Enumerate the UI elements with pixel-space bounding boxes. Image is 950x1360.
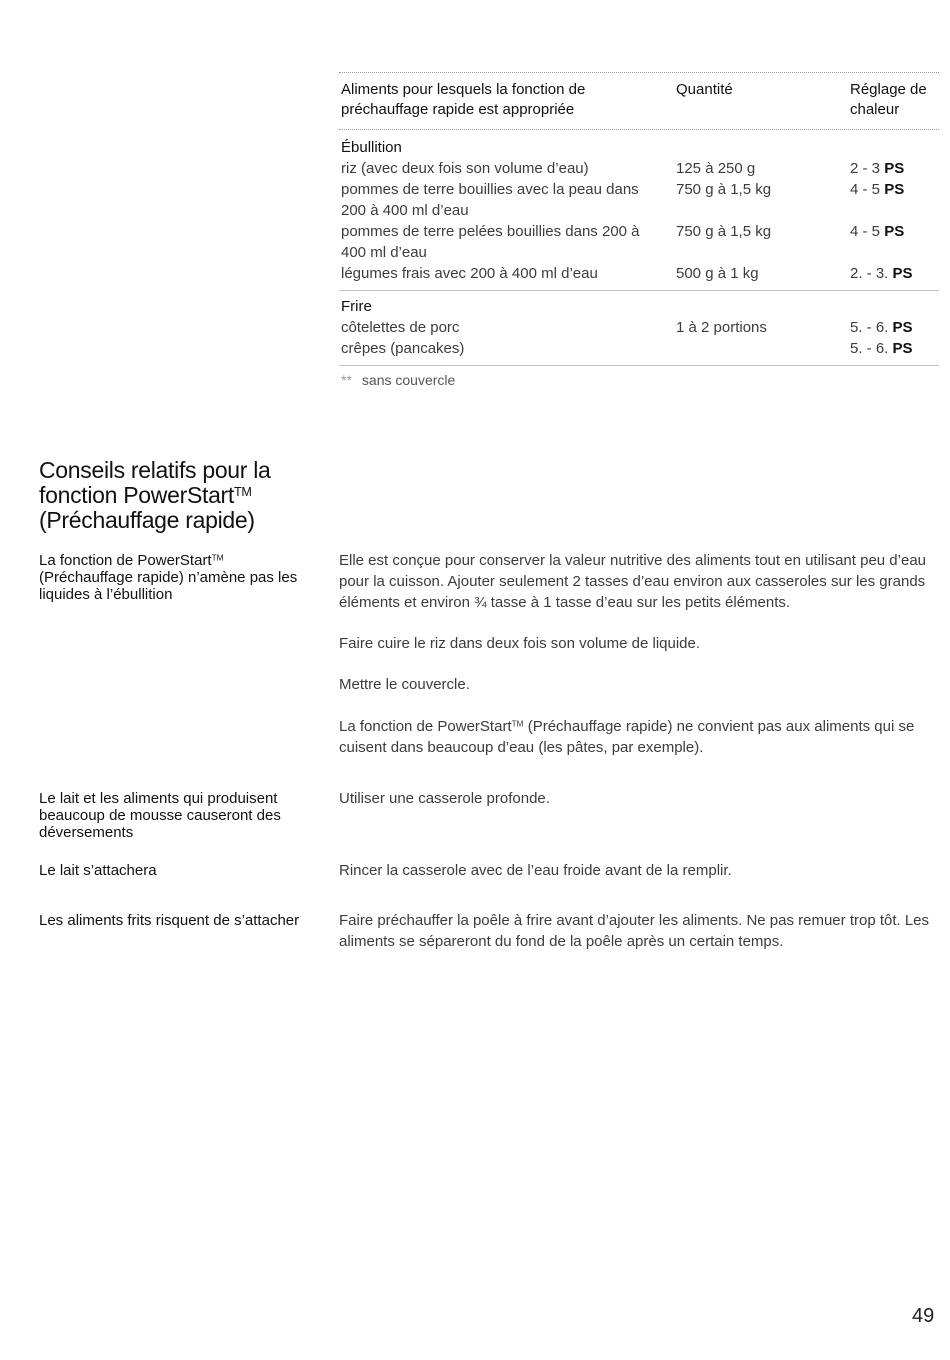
table-row — [339, 158, 939, 179]
table-row — [339, 179, 939, 221]
table-row — [339, 338, 939, 359]
heading-line-3: (Préchauffage rapide) — [39, 507, 255, 533]
table-row — [339, 263, 939, 284]
footnote-marker: ** — [341, 372, 352, 388]
setting-cell: 4 - 5 PS — [850, 223, 905, 240]
setting-cell: 4 - 5 PS — [850, 181, 905, 198]
tip-label-foam: Le lait et les aliments qui produisent beaucoup de mousse causeront des déversements — [39, 790, 281, 841]
footnote-text: sans couvercle — [361, 372, 456, 388]
tip-paragraph: Faire cuire le riz dans deux fois son volume de liquide. — [339, 635, 701, 652]
heading-line-1: Conseils relatifs pour la — [39, 457, 271, 483]
tip-paragraph: Rincer la casserole avec de l’eau froide avant de la remplir. — [339, 862, 732, 879]
tip-label-milk: Le lait s’attachera — [39, 862, 157, 879]
quantity-cell: 750 g à 1,5 kg — [676, 181, 772, 198]
table-row — [339, 317, 939, 338]
section-title: Ébullition — [341, 139, 402, 156]
food-cell: pommes de terre pelées bouillies dans 200 à 400 ml d’eau — [341, 223, 640, 261]
quantity-cell: 750 g à 1,5 kg — [676, 223, 772, 240]
setting-cell: 5. - 6. PS — [850, 319, 913, 336]
table-footnote — [341, 372, 455, 388]
quantity-cell: 500 g à 1 kg — [676, 265, 759, 282]
section-boiling — [339, 130, 939, 291]
page-number: 49 — [912, 1305, 935, 1327]
setting-cell: 2. - 3. PS — [850, 265, 913, 282]
food-cell: pommes de terre bouillies avec la peau dans 200 à 400 ml d’eau — [341, 181, 639, 219]
tip-label-fried: Les aliments frits risquent de s’attacher — [39, 912, 300, 929]
tip-paragraph: Mettre le couvercle. — [339, 676, 470, 693]
section-heading — [39, 458, 329, 533]
quantity-cell: 125 à 250 g — [676, 160, 756, 177]
food-cell: crêpes (pancakes) — [341, 340, 465, 357]
tip-paragraph: La fonction de PowerStart™ (Préchauffage rapide) ne convient pas aux aliments qui se cuisent dans beaucoup d’eau (les pâtes, par exemple). — [339, 718, 915, 756]
food-cell: côtelettes de porc — [341, 319, 460, 336]
setting-cell: 2 - 3 PS — [850, 160, 905, 177]
quantity-cell: 1 à 2 portions — [676, 319, 767, 336]
header-quantity: Quantité — [676, 81, 733, 98]
tip-paragraph: Utiliser une casserole profonde. — [339, 790, 550, 807]
table-header — [339, 73, 939, 130]
setting-cell: 5. - 6. PS — [850, 340, 913, 357]
header-foods: Aliments pour lesquels la fonction de préchauffage rapide est appropriée — [341, 81, 586, 118]
trademark: TM — [234, 485, 252, 500]
heading-line-2: fonction PowerStart™ — [39, 482, 252, 508]
table-row — [339, 221, 939, 263]
food-cell: riz (avec deux fois son volume d’eau) — [341, 160, 589, 177]
tip-label-boiling: La fonction de PowerStart™ (Préchauffage rapide) n’amène pas les liquides à l’ébullition — [39, 552, 298, 603]
tip-paragraph: Faire préchauffer la poêle à frire avant d’ajouter les aliments. Ne pas remuer trop tôt. Les aliments se sépareront du fond de la poêle après un certain temps. — [339, 912, 930, 950]
cooking-table — [339, 72, 939, 366]
section-title: Frire — [341, 298, 372, 315]
section-frying — [339, 291, 939, 366]
food-cell: légumes frais avec 200 à 400 ml d’eau — [341, 265, 598, 282]
tip-paragraph: Elle est conçue pour conserver la valeur nutritive des aliments tout en utilisant peu d’eau pour la cuisson. Ajouter seulement 2 tasses d’eau environ aux casseroles sur les grands éléments et environ ¾ tasse à 1 tasse d’eau sur les petits éléments. — [339, 552, 926, 611]
header-heat-setting: Réglage de chaleur — [850, 81, 927, 118]
